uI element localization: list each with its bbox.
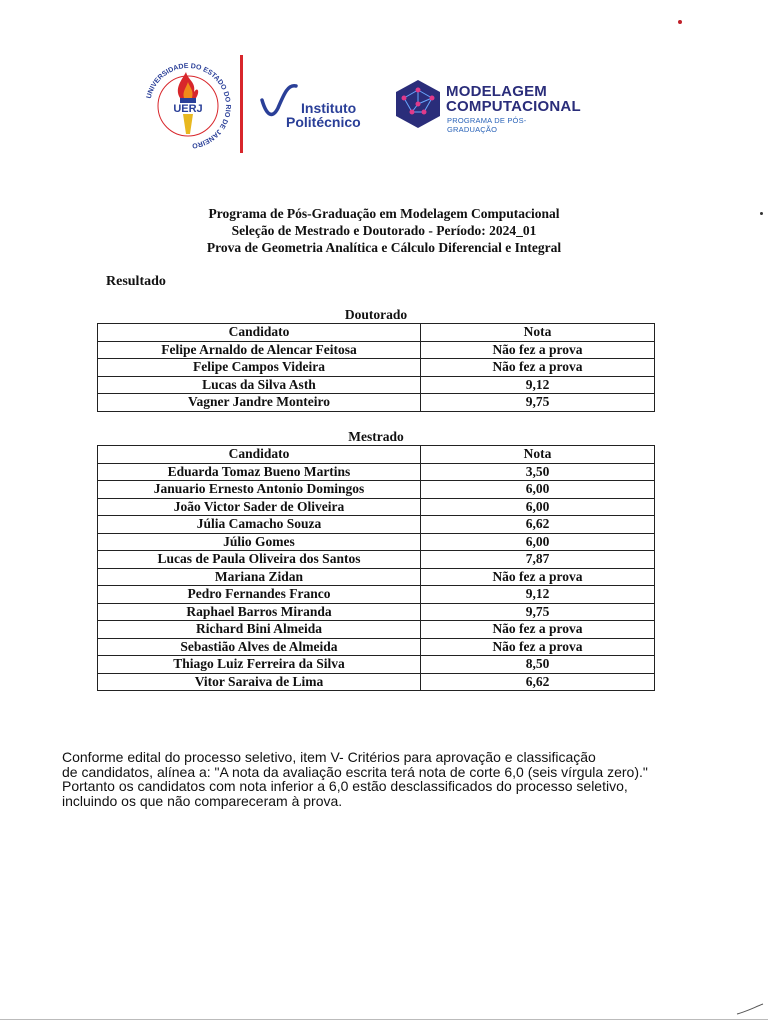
candidate-name: Júlia Camacho Souza <box>98 516 421 534</box>
table-row <box>98 621 655 639</box>
doutorado-caption: Doutorado <box>344 307 408 322</box>
candidate-name: Felipe Arnaldo de Alencar Feitosa <box>98 341 421 359</box>
mestrado-caption: Mestrado <box>348 429 404 444</box>
candidate-grade: Não fez a prova <box>421 359 655 377</box>
candidate-grade: 7,87 <box>421 551 655 569</box>
table-row <box>98 656 655 674</box>
table-row <box>98 463 655 481</box>
modelagem-logo-line3: PROGRAMA DE PÓS-GRADUAÇÃO <box>447 116 527 134</box>
candidate-name: Felipe Campos Videira <box>98 359 421 377</box>
candidate-name: Eduarda Tomaz Bueno Martins <box>98 463 421 481</box>
instituto-logo-line1: Instituto <box>301 100 357 116</box>
document-title-line3: Prova de Geometria Analítica e Cálculo Diferencial e Integral <box>206 240 562 255</box>
candidate-name: Thiago Luiz Ferreira da Silva <box>98 656 421 674</box>
table-row <box>98 568 655 586</box>
candidate-grade: 3,50 <box>421 463 655 481</box>
column-header-grade: Nota <box>421 324 655 342</box>
candidate-name: Raphael Barros Miranda <box>98 603 421 621</box>
candidate-grade: 6,00 <box>421 481 655 499</box>
table-row <box>98 498 655 516</box>
document-title-line1: Programa de Pós-Graduação em Modelagem Computacional <box>208 206 560 221</box>
scan-speck <box>678 20 682 24</box>
candidate-name: Vitor Saraiva de Lima <box>98 673 421 691</box>
candidate-grade: 9,75 <box>421 603 655 621</box>
note-line: Conforme edital do processo seletivo, item V- Critérios para aprovação e classificação <box>62 749 596 765</box>
candidate-name: Januario Ernesto Antonio Domingos <box>98 481 421 499</box>
candidate-grade: 6,00 <box>421 498 655 516</box>
candidate-name: Mariana Zidan <box>98 568 421 586</box>
candidate-grade: Não fez a prova <box>421 568 655 586</box>
table-row <box>98 376 655 394</box>
table-row <box>98 394 655 412</box>
candidate-name: Richard Bini Almeida <box>98 621 421 639</box>
table-row <box>98 673 655 691</box>
uerj-logo <box>140 58 236 154</box>
table-row <box>98 586 655 604</box>
candidate-grade: 9,75 <box>421 394 655 412</box>
candidate-name: Júlio Gomes <box>98 533 421 551</box>
candidate-name: Lucas de Paula Oliveira dos Santos <box>98 551 421 569</box>
table-row <box>98 603 655 621</box>
table-row <box>98 481 655 499</box>
note-line: incluindo os que não compareceram à prova. <box>62 792 343 809</box>
candidate-grade: 6,62 <box>421 673 655 691</box>
candidate-grade: 9,12 <box>421 586 655 604</box>
candidate-name: Lucas da Silva Asth <box>98 376 421 394</box>
candidate-grade: 6,00 <box>421 533 655 551</box>
candidate-grade: Não fez a prova <box>421 621 655 639</box>
candidate-grade: 9,12 <box>421 376 655 394</box>
candidate-name: Vagner Jandre Monteiro <box>98 394 421 412</box>
modelagem-logo-line2: COMPUTACIONAL <box>446 98 581 115</box>
instituto-politecnico-logo <box>258 78 378 130</box>
cutoff-note <box>62 750 742 808</box>
table-row <box>98 638 655 656</box>
table-row <box>98 533 655 551</box>
table-header-row <box>98 324 655 342</box>
note-line: Portanto os candidatos com nota inferior a 6,0 estão desclassificados do processo seletivo, <box>62 778 628 794</box>
doutorado-table <box>97 323 655 412</box>
document-title-line2: Seleção de Mestrado e Doutorado - Período: 2024_01 <box>231 223 537 238</box>
network-hexagon-icon <box>392 78 444 130</box>
candidate-name: Sebastião Alves de Almeida <box>98 638 421 656</box>
candidate-grade: Não fez a prova <box>421 341 655 359</box>
mestrado-table <box>97 445 655 691</box>
column-header-candidate: Candidato <box>98 324 421 342</box>
section-label: Resultado <box>106 274 166 289</box>
note-line: de candidatos, alínea a: "A nota da avaliação escrita terá nota de corte 6,0 (seis vírgula zero)." <box>62 763 648 780</box>
candidate-grade: 8,50 <box>421 656 655 674</box>
table-header-row <box>98 446 655 464</box>
modelagem-logo-line1: MODELAGEM <box>446 83 547 100</box>
scan-bottom-edge <box>0 1019 768 1020</box>
uerj-logo-text: UERJ <box>173 103 203 115</box>
table-row <box>98 516 655 534</box>
candidate-name: João Victor Sader de Oliveira <box>98 498 421 516</box>
uerj-ring-text: UNIVERSIDADE DO ESTADO DO RIO DE JANEIRO <box>145 62 232 149</box>
column-header-candidate: Candidato <box>98 446 421 464</box>
candidate-name: Pedro Fernandes Franco <box>98 586 421 604</box>
candidate-grade: 6,62 <box>421 516 655 534</box>
table-row <box>98 551 655 569</box>
instituto-logo-line2: Politécnico <box>286 114 361 130</box>
modelagem-computacional-logo <box>390 76 581 134</box>
column-header-grade: Nota <box>421 446 655 464</box>
candidate-grade: Não fez a prova <box>421 638 655 656</box>
table-row <box>98 341 655 359</box>
logo-divider <box>240 55 243 153</box>
scan-corner-mark <box>735 1000 765 1020</box>
table-row <box>98 359 655 377</box>
